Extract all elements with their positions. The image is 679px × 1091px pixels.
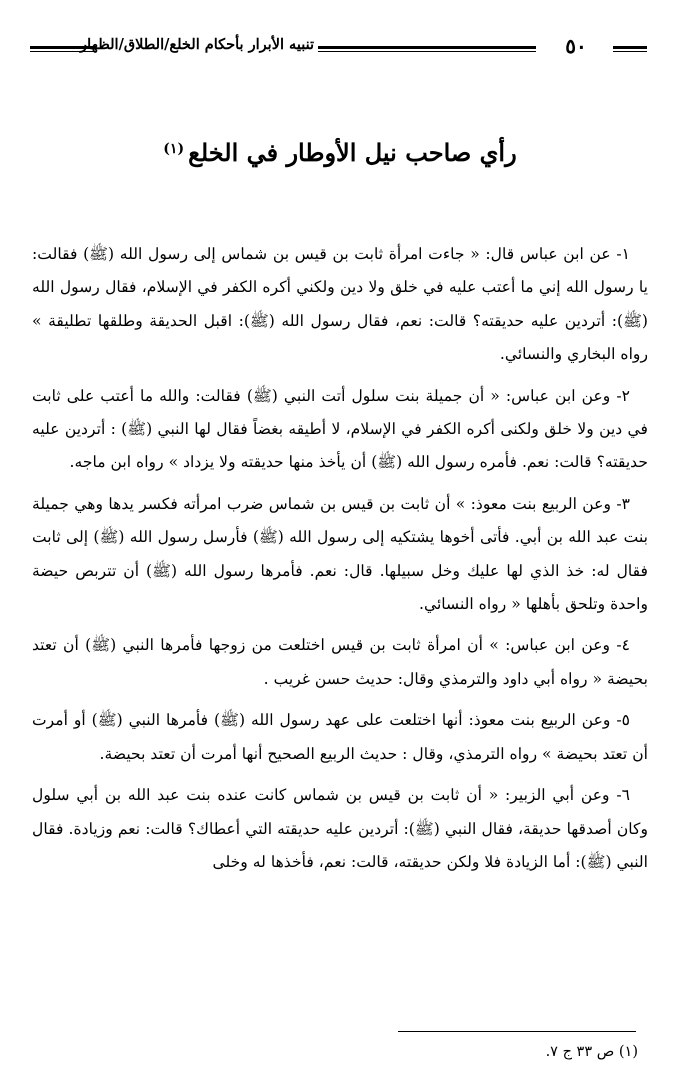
- paragraph-5: ٥- وعن الربيع بنت معوذ: أنها اختلعت على عهد رسول الله (ﷺ) فأمرها النبي (ﷺ) أو أمرت أن تعتد بحيضة » رواه الترمذي، وقال : حديث الربيع الصحيح أنها أمرت أن تعتد بحيضة.: [32, 711, 648, 763]
- header-rule-left: [30, 46, 96, 52]
- body-text: [32, 238, 648, 879]
- header-rule-right: [613, 46, 647, 52]
- footnote-divider: [398, 1031, 636, 1032]
- paragraph-2: ٢- وعن ابن عباس: « أن جميلة بنت سلول أتت النبي (ﷺ) فقالت: والله ما أعتب على ثابت في دين ولا خلق ولكنى أكره الكفر في الإسلام، لا أطيقه بغضاً فقال لها النبي (ﷺ) : أتردين عليه حديقته؟ قالت: نعم. فأمره رسول الله (ﷺ) أن يأخذ منها حديقته ولا يزداد » رواه ابن ماجه.: [32, 386, 648, 472]
- page-number: ٥٠: [565, 34, 587, 58]
- section-title: [60, 138, 620, 167]
- paragraph-6: ٦- وعن أبي الزبير: « أن ثابت بن قيس بن شماس كانت عنده بنت عبد الله بن أبي سلول وكان أصدقها حديقة، فقال النبي (ﷺ): أتردين عليه حديقته التي أعطاك؟ قالت: نعم وزيادة. فقال النبي (ﷺ): أما الزيادة فلا ولكن حديقته، قالت: نعم، فأخذها له وخلى: [32, 786, 648, 871]
- footnote: (١) ص ٣٣ ج ٧.: [545, 1044, 638, 1060]
- section-title-text: رأي صاحب نيل الأوطار في الخلع: [188, 138, 517, 167]
- footnote-marker: (١): [163, 141, 185, 157]
- running-title: تنبيه الأبرار بأحكام الخلع/الطلاق/الظهار: [80, 36, 314, 53]
- paragraph-4: ٤- وعن ابن عباس: » أن امرأة ثابت بن قيس اختلعت من زوجها فأمرها النبي (ﷺ) أن تعتد بحيضة « رواه أبي داود والترمذي وقال: حديث حسن غريب .: [32, 636, 648, 688]
- paragraph-1: ١- عن ابن عباس قال: « جاءت امرأة ثابت بن قيس بن شماس إلى رسول الله (ﷺ) فقالت: يا رسول الله إني ما أعتب عليه في خلق ولا دين ولكني أكره الكفر في الإسلام، فقال رسول الله (ﷺ): أتردين عليه حديقته؟ قالت: نعم، فقال رسول الله (ﷺ): اقبل الحديقة وطلقها تطليقة » رواه البخاري والنسائي.: [32, 245, 648, 364]
- paragraph-3: ٣- وعن الربيع بنت معوذ: » أن ثابت بن قيس بن شماس ضرب امرأته فكسر يدها وهي جميلة بنت عبد الله بن أبي. فأتى أخوها يشتكيه إلى رسول الله (ﷺ) فأرسل رسول الله (ﷺ) إلى ثابت فقال له: خذ الذي لها عليك وخل سبيلها. قال: نعم. فأمرها رسول الله (ﷺ) أن تتربص حيضة واحدة وتلحق بأهلها « رواه النسائي.: [32, 494, 648, 614]
- header-rule-middle: [318, 46, 536, 52]
